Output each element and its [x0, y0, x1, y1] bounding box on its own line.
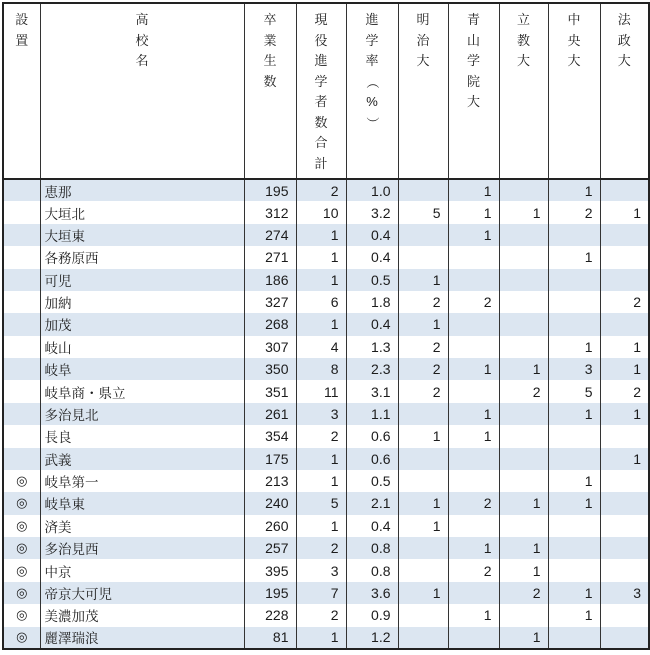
value-cell: 1.3	[346, 336, 398, 358]
value-cell: 1	[548, 179, 600, 201]
school-name-cell: 各務原西	[40, 246, 244, 268]
value-cell: 2	[296, 537, 346, 559]
value-cell: 1	[499, 492, 548, 514]
value-cell: 1	[398, 313, 448, 335]
value-cell	[398, 179, 448, 201]
value-cell: 1	[600, 448, 649, 470]
value-cell: 0.6	[346, 448, 398, 470]
value-cell: 327	[244, 291, 296, 313]
value-cell: 1	[448, 425, 499, 447]
school-name-cell: 多治見西	[40, 537, 244, 559]
value-cell: 2	[448, 291, 499, 313]
value-cell: 1	[296, 470, 346, 492]
value-cell: 1	[499, 559, 548, 581]
value-cell: 1	[398, 269, 448, 291]
column-header-label: 青 山 学 院 大	[466, 12, 480, 109]
value-cell	[600, 425, 649, 447]
school-name-cell: 帝京大可児	[40, 582, 244, 604]
value-cell	[499, 269, 548, 291]
establishment-mark-cell	[3, 358, 40, 380]
value-cell	[600, 627, 649, 650]
table-row	[3, 515, 649, 537]
value-cell: 1.2	[346, 627, 398, 650]
value-cell: 11	[296, 380, 346, 402]
value-cell	[448, 627, 499, 650]
establishment-mark-cell	[3, 403, 40, 425]
value-cell: 5	[548, 380, 600, 402]
value-cell: 1	[296, 448, 346, 470]
value-cell	[448, 336, 499, 358]
value-cell: 2	[398, 380, 448, 402]
value-cell	[398, 537, 448, 559]
table-row	[3, 380, 649, 402]
establishment-mark-cell	[3, 269, 40, 291]
value-cell: 1	[548, 403, 600, 425]
establishment-mark-cell	[3, 425, 40, 447]
value-cell: 0.5	[346, 470, 398, 492]
value-cell: 0.8	[346, 537, 398, 559]
value-cell	[548, 559, 600, 581]
value-cell	[398, 470, 448, 492]
value-cell: 257	[244, 537, 296, 559]
value-cell	[499, 604, 548, 626]
value-cell: 0.6	[346, 425, 398, 447]
column-header-label: 進 学 率 （ % ）	[365, 12, 381, 130]
column-header-label: 立 教 大	[516, 12, 530, 68]
value-cell: 354	[244, 425, 296, 447]
school-name-cell: 長良	[40, 425, 244, 447]
value-cell	[448, 380, 499, 402]
value-cell	[398, 604, 448, 626]
value-cell: 1	[448, 179, 499, 201]
school-name-cell: 武義	[40, 448, 244, 470]
value-cell: 186	[244, 269, 296, 291]
value-cell	[398, 559, 448, 581]
value-cell: 1	[296, 246, 346, 268]
value-cell	[600, 224, 649, 246]
table-row	[3, 604, 649, 626]
column-header-hosei-univ	[600, 3, 649, 174]
value-cell: 0.4	[346, 515, 398, 537]
value-cell: 3.2	[346, 201, 398, 223]
value-cell: 2.1	[346, 492, 398, 514]
value-cell	[548, 627, 600, 650]
table-row	[3, 358, 649, 380]
value-cell: 1	[398, 492, 448, 514]
value-cell: 7	[296, 582, 346, 604]
column-header-chuo-univ	[548, 3, 600, 174]
value-cell	[600, 269, 649, 291]
value-cell: 228	[244, 604, 296, 626]
column-header-graduates	[244, 3, 296, 174]
establishment-mark-cell: ◎	[16, 584, 28, 600]
value-cell: 5	[398, 201, 448, 223]
value-cell: 271	[244, 246, 296, 268]
value-cell: 1	[600, 403, 649, 425]
column-header-label: 法 政 大	[617, 12, 631, 68]
value-cell: 307	[244, 336, 296, 358]
value-cell: 261	[244, 403, 296, 425]
school-name-cell: 麗澤瑞浪	[40, 627, 244, 650]
value-cell: 312	[244, 201, 296, 223]
value-cell	[398, 403, 448, 425]
value-cell	[448, 269, 499, 291]
value-cell: 5	[296, 492, 346, 514]
column-header-rikkyo-univ	[499, 3, 548, 174]
value-cell: 1	[448, 201, 499, 223]
value-cell: 0.5	[346, 269, 398, 291]
value-cell: 6	[296, 291, 346, 313]
value-cell: 213	[244, 470, 296, 492]
table-row	[3, 403, 649, 425]
value-cell: 3.6	[346, 582, 398, 604]
value-cell	[548, 269, 600, 291]
value-cell	[448, 515, 499, 537]
value-cell: 274	[244, 224, 296, 246]
value-cell: 260	[244, 515, 296, 537]
table-row	[3, 291, 649, 313]
school-name-cell: 中京	[40, 559, 244, 581]
value-cell: 1.0	[346, 179, 398, 201]
value-cell: 1	[398, 515, 448, 537]
value-cell	[499, 291, 548, 313]
value-cell: 1	[448, 403, 499, 425]
table-row	[3, 313, 649, 335]
establishment-mark-cell	[3, 246, 40, 268]
value-cell: 1	[398, 582, 448, 604]
value-cell: 1	[296, 224, 346, 246]
table-row	[3, 537, 649, 559]
value-cell: 1	[600, 358, 649, 380]
establishment-mark-cell: ◎	[16, 473, 28, 489]
school-name-cell: 恵那	[40, 179, 244, 201]
establishment-mark-cell: ◎	[16, 607, 28, 623]
value-cell: 1	[296, 515, 346, 537]
table-row	[3, 336, 649, 358]
establishment-mark-cell	[3, 313, 40, 335]
value-cell	[548, 291, 600, 313]
table-row	[3, 179, 649, 201]
value-cell	[448, 470, 499, 492]
value-cell: 2	[398, 291, 448, 313]
value-cell: 1	[499, 201, 548, 223]
table-row	[3, 627, 649, 650]
column-header-school-name	[40, 3, 244, 174]
value-cell	[600, 537, 649, 559]
column-header-label: 高 校 名	[135, 12, 149, 68]
value-cell: 3.1	[346, 380, 398, 402]
value-cell: 1.8	[346, 291, 398, 313]
value-cell: 1	[499, 627, 548, 650]
value-cell	[398, 448, 448, 470]
value-cell	[499, 515, 548, 537]
value-cell: 1	[448, 358, 499, 380]
value-cell: 2	[296, 425, 346, 447]
school-name-cell: 岐阜第一	[40, 470, 244, 492]
school-name-cell: 済美	[40, 515, 244, 537]
value-cell: 2	[499, 582, 548, 604]
value-cell	[548, 515, 600, 537]
value-cell	[499, 425, 548, 447]
value-cell: 10	[296, 201, 346, 223]
value-cell: 81	[244, 627, 296, 650]
value-cell: 1	[600, 201, 649, 223]
school-name-cell: 多治見北	[40, 403, 244, 425]
establishment-mark-cell	[3, 380, 40, 402]
value-cell: 3	[296, 403, 346, 425]
establishment-mark-cell: ◎	[16, 540, 28, 556]
value-cell: 1	[296, 313, 346, 335]
table-row	[3, 425, 649, 447]
value-cell	[499, 224, 548, 246]
value-cell: 0.4	[346, 313, 398, 335]
value-cell	[600, 604, 649, 626]
value-cell	[448, 582, 499, 604]
value-cell: 1	[296, 269, 346, 291]
value-cell: 2	[548, 201, 600, 223]
establishment-mark-cell: ◎	[16, 629, 28, 645]
column-header-meiji-univ	[398, 3, 448, 174]
value-cell	[499, 403, 548, 425]
value-cell	[499, 470, 548, 492]
value-cell: 0.4	[346, 224, 398, 246]
value-cell: 0.4	[346, 246, 398, 268]
value-cell	[600, 559, 649, 581]
value-cell	[600, 313, 649, 335]
value-cell: 1	[448, 224, 499, 246]
value-cell	[548, 425, 600, 447]
value-cell: 1	[548, 582, 600, 604]
value-cell: 1	[499, 537, 548, 559]
establishment-mark-cell	[3, 291, 40, 313]
table-row	[3, 269, 649, 291]
value-cell	[548, 448, 600, 470]
value-cell: 2	[448, 559, 499, 581]
school-name-cell: 岐阜商・県立	[40, 380, 244, 402]
school-name-cell: 岐阜東	[40, 492, 244, 514]
school-name-cell: 可児	[40, 269, 244, 291]
school-name-cell: 岐阜	[40, 358, 244, 380]
value-cell	[499, 448, 548, 470]
value-cell: 1	[548, 336, 600, 358]
establishment-mark-cell	[3, 448, 40, 470]
university-admissions-table	[2, 2, 650, 650]
establishment-mark-cell	[3, 336, 40, 358]
value-cell	[448, 448, 499, 470]
establishment-mark-cell: ◎	[16, 495, 28, 511]
establishment-mark-cell: ◎	[16, 562, 28, 578]
value-cell: 2	[296, 604, 346, 626]
column-header-label: 設 置	[15, 12, 29, 48]
value-cell: 2	[398, 358, 448, 380]
table-row	[3, 492, 649, 514]
value-cell: 2	[448, 492, 499, 514]
table-row	[3, 201, 649, 223]
value-cell: 3	[296, 559, 346, 581]
value-cell: 1	[448, 604, 499, 626]
table-row	[3, 470, 649, 492]
value-cell: 351	[244, 380, 296, 402]
school-name-cell: 大垣東	[40, 224, 244, 246]
value-cell: 2	[499, 380, 548, 402]
establishment-mark-cell: ◎	[16, 517, 28, 533]
value-cell: 2	[600, 380, 649, 402]
value-cell: 1	[548, 604, 600, 626]
table-body	[3, 179, 649, 649]
value-cell	[548, 224, 600, 246]
establishment-mark-cell	[3, 179, 40, 201]
value-cell: 268	[244, 313, 296, 335]
table-row	[3, 246, 649, 268]
table-row	[3, 582, 649, 604]
school-name-cell: 美濃加茂	[40, 604, 244, 626]
value-cell: 0.8	[346, 559, 398, 581]
value-cell: 0.9	[346, 604, 398, 626]
column-header-label: 明 治 大	[416, 12, 430, 68]
value-cell	[499, 313, 548, 335]
table-header	[3, 3, 649, 179]
column-header-entrance-rate	[346, 3, 398, 174]
establishment-mark-cell	[3, 224, 40, 246]
value-cell	[600, 515, 649, 537]
value-cell: 1	[548, 492, 600, 514]
value-cell: 8	[296, 358, 346, 380]
value-cell: 1	[499, 358, 548, 380]
table-row	[3, 224, 649, 246]
value-cell: 2	[398, 336, 448, 358]
value-cell: 2.3	[346, 358, 398, 380]
column-header-label: 中 央 大	[567, 12, 581, 68]
value-cell	[499, 179, 548, 201]
header-row	[3, 3, 649, 174]
value-cell: 1.1	[346, 403, 398, 425]
value-cell: 2	[296, 179, 346, 201]
value-cell	[448, 313, 499, 335]
school-name-cell: 加納	[40, 291, 244, 313]
value-cell	[398, 246, 448, 268]
value-cell: 240	[244, 492, 296, 514]
value-cell: 1	[448, 537, 499, 559]
school-name-cell: 大垣北	[40, 201, 244, 223]
column-header-establishment	[3, 3, 40, 174]
value-cell: 4	[296, 336, 346, 358]
value-cell	[499, 246, 548, 268]
establishment-mark-cell	[3, 201, 40, 223]
value-cell: 1	[296, 627, 346, 650]
value-cell: 195	[244, 582, 296, 604]
value-cell: 3	[548, 358, 600, 380]
value-cell: 395	[244, 559, 296, 581]
value-cell	[398, 224, 448, 246]
school-name-cell: 加茂	[40, 313, 244, 335]
table-row	[3, 448, 649, 470]
value-cell	[600, 492, 649, 514]
value-cell	[600, 179, 649, 201]
value-cell: 1	[548, 470, 600, 492]
value-cell	[548, 537, 600, 559]
value-cell: 2	[600, 291, 649, 313]
value-cell	[499, 336, 548, 358]
value-cell: 3	[600, 582, 649, 604]
value-cell: 1	[600, 336, 649, 358]
column-header-label: 卒 業 生 数	[263, 12, 277, 89]
value-cell: 195	[244, 179, 296, 201]
value-cell	[398, 627, 448, 650]
value-cell	[600, 470, 649, 492]
value-cell: 1	[398, 425, 448, 447]
value-cell: 1	[548, 246, 600, 268]
school-name-cell: 岐山	[40, 336, 244, 358]
value-cell: 350	[244, 358, 296, 380]
value-cell	[448, 246, 499, 268]
value-cell: 175	[244, 448, 296, 470]
value-cell	[548, 313, 600, 335]
value-cell	[600, 246, 649, 268]
column-header-current-entrants-total	[296, 3, 346, 174]
column-header-aoyama-gakuin-univ	[448, 3, 499, 174]
table-row	[3, 559, 649, 581]
column-header-label: 現 役 進 学 者 数 合 計	[314, 12, 328, 171]
